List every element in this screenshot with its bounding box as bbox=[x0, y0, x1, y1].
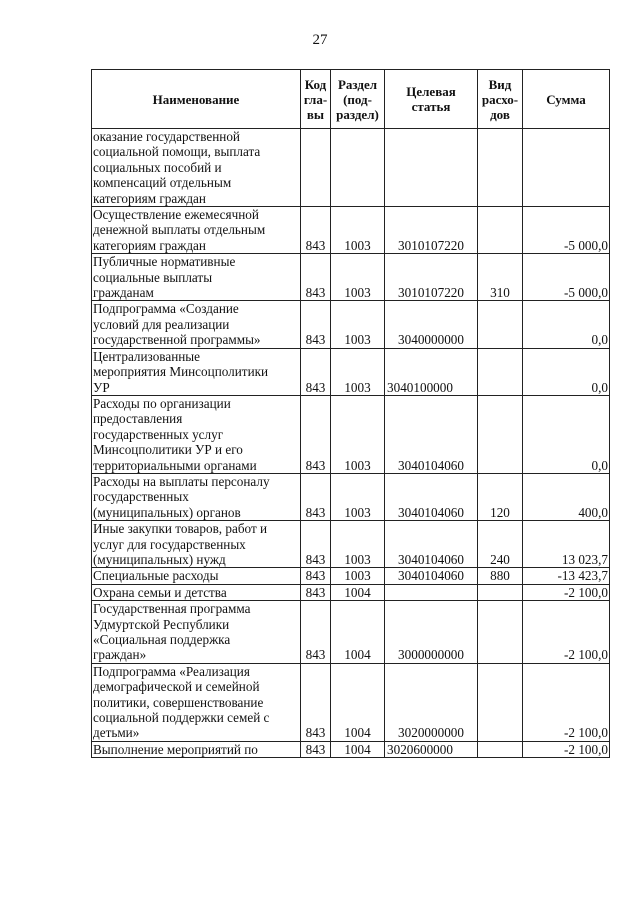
budget-table bbox=[91, 69, 610, 758]
row-target-article bbox=[385, 129, 478, 207]
row-expense-type: 880 bbox=[478, 568, 523, 584]
row-expense-type bbox=[478, 207, 523, 254]
row-name: Расходы на выплаты персоналу государственных (муниципальных) органов bbox=[92, 473, 301, 520]
row-section-code: 1003 bbox=[331, 254, 385, 301]
row-section-code bbox=[331, 129, 385, 207]
row-expense-type bbox=[478, 663, 523, 741]
row-target-article: 3020600000 bbox=[385, 741, 478, 757]
row-target-article: 3010107220 bbox=[385, 254, 478, 301]
row-expense-type bbox=[478, 301, 523, 348]
table-row bbox=[92, 584, 610, 600]
row-sum: 400,0 bbox=[523, 473, 610, 520]
table-row bbox=[92, 568, 610, 584]
row-name: Охрана семьи и детства bbox=[92, 584, 301, 600]
row-sum: -2 100,0 bbox=[523, 584, 610, 600]
row-section-code: 1004 bbox=[331, 584, 385, 600]
row-section-code: 1003 bbox=[331, 473, 385, 520]
row-section-code: 1003 bbox=[331, 521, 385, 568]
header-section: Раздел (под- раздел) bbox=[331, 70, 385, 129]
row-section-code: 1003 bbox=[331, 348, 385, 395]
row-chapter-code: 843 bbox=[301, 741, 331, 757]
row-section-code: 1003 bbox=[331, 568, 385, 584]
page-number: 27 bbox=[312, 32, 328, 48]
row-target-article: 3040104060 bbox=[385, 521, 478, 568]
row-name: Подпрограмма «Создание условий для реализации государственной программы» bbox=[92, 301, 301, 348]
header-name: Наименование bbox=[92, 70, 301, 129]
row-expense-type: 120 bbox=[478, 473, 523, 520]
row-name: Осуществление ежемесячной денежной выплаты отдельным категориям граждан bbox=[92, 207, 301, 254]
row-sum: -5 000,0 bbox=[523, 254, 610, 301]
row-target-article: 3020000000 bbox=[385, 663, 478, 741]
row-chapter-code: 843 bbox=[301, 301, 331, 348]
header-type: Вид расхо- дов bbox=[478, 70, 523, 129]
row-name: Расходы по организации предоставления государственных услуг Минсоцполитики УР и его территориальными органами bbox=[92, 395, 301, 473]
row-expense-type bbox=[478, 129, 523, 207]
row-sum: -2 100,0 bbox=[523, 741, 610, 757]
row-sum: 0,0 bbox=[523, 348, 610, 395]
row-chapter-code: 843 bbox=[301, 348, 331, 395]
row-target-article: 3040104060 bbox=[385, 395, 478, 473]
row-sum: -2 100,0 bbox=[523, 601, 610, 664]
table-row bbox=[92, 301, 610, 348]
row-sum: 13 023,7 bbox=[523, 521, 610, 568]
row-sum: 0,0 bbox=[523, 301, 610, 348]
row-target-article: 3040100000 bbox=[385, 348, 478, 395]
row-chapter-code: 843 bbox=[301, 601, 331, 664]
row-chapter-code: 843 bbox=[301, 584, 331, 600]
table-row bbox=[92, 521, 610, 568]
row-sum: -13 423,7 bbox=[523, 568, 610, 584]
row-chapter-code: 843 bbox=[301, 473, 331, 520]
table-row bbox=[92, 395, 610, 473]
row-chapter-code: 843 bbox=[301, 521, 331, 568]
row-section-code: 1004 bbox=[331, 601, 385, 664]
table-row bbox=[92, 601, 610, 664]
row-name: Выполнение мероприятий по bbox=[92, 741, 301, 757]
row-sum: -5 000,0 bbox=[523, 207, 610, 254]
table-header-row bbox=[92, 70, 610, 129]
row-name: Публичные нормативные социальные выплаты гражданам bbox=[92, 254, 301, 301]
row-chapter-code: 843 bbox=[301, 568, 331, 584]
row-section-code: 1003 bbox=[331, 207, 385, 254]
header-chapter: Код гла- вы bbox=[301, 70, 331, 129]
row-sum: -2 100,0 bbox=[523, 663, 610, 741]
table-row bbox=[92, 129, 610, 207]
header-target: Целевая статья bbox=[385, 70, 478, 129]
row-name: Подпрограмма «Реализация демографической и семейной политики, совершенствование социальной поддержки семей с детьми» bbox=[92, 663, 301, 741]
table-row bbox=[92, 473, 610, 520]
table-row bbox=[92, 207, 610, 254]
row-target-article: 3010107220 bbox=[385, 207, 478, 254]
row-sum: 0,0 bbox=[523, 395, 610, 473]
table-body bbox=[92, 129, 610, 758]
row-expense-type bbox=[478, 395, 523, 473]
header-sum: Сумма bbox=[523, 70, 610, 129]
row-section-code: 1003 bbox=[331, 395, 385, 473]
table-row bbox=[92, 663, 610, 741]
table-row bbox=[92, 741, 610, 757]
row-expense-type bbox=[478, 584, 523, 600]
row-expense-type bbox=[478, 348, 523, 395]
row-target-article: 3000000000 bbox=[385, 601, 478, 664]
row-target-article bbox=[385, 584, 478, 600]
row-name: Централизованные мероприятия Минсоцполитики УР bbox=[92, 348, 301, 395]
row-chapter-code bbox=[301, 129, 331, 207]
row-name: Иные закупки товаров, работ и услуг для государственных (муниципальных) нужд bbox=[92, 521, 301, 568]
row-chapter-code: 843 bbox=[301, 663, 331, 741]
row-target-article: 3040000000 bbox=[385, 301, 478, 348]
row-chapter-code: 843 bbox=[301, 207, 331, 254]
row-name: Специальные расходы bbox=[92, 568, 301, 584]
row-section-code: 1004 bbox=[331, 663, 385, 741]
row-name: Государственная программа Удмуртской Республики «Социальная поддержка граждан» bbox=[92, 601, 301, 664]
table-row bbox=[92, 348, 610, 395]
table-row bbox=[92, 254, 610, 301]
row-section-code: 1004 bbox=[331, 741, 385, 757]
row-name: оказание государственной социальной помощи, выплата социальных пособий и компенсаций отдельным категориям граждан bbox=[92, 129, 301, 207]
row-target-article: 3040104060 bbox=[385, 568, 478, 584]
row-expense-type bbox=[478, 741, 523, 757]
row-sum bbox=[523, 129, 610, 207]
row-expense-type bbox=[478, 601, 523, 664]
row-chapter-code: 843 bbox=[301, 254, 331, 301]
row-target-article: 3040104060 bbox=[385, 473, 478, 520]
row-chapter-code: 843 bbox=[301, 395, 331, 473]
row-expense-type: 310 bbox=[478, 254, 523, 301]
row-section-code: 1003 bbox=[331, 301, 385, 348]
row-expense-type: 240 bbox=[478, 521, 523, 568]
